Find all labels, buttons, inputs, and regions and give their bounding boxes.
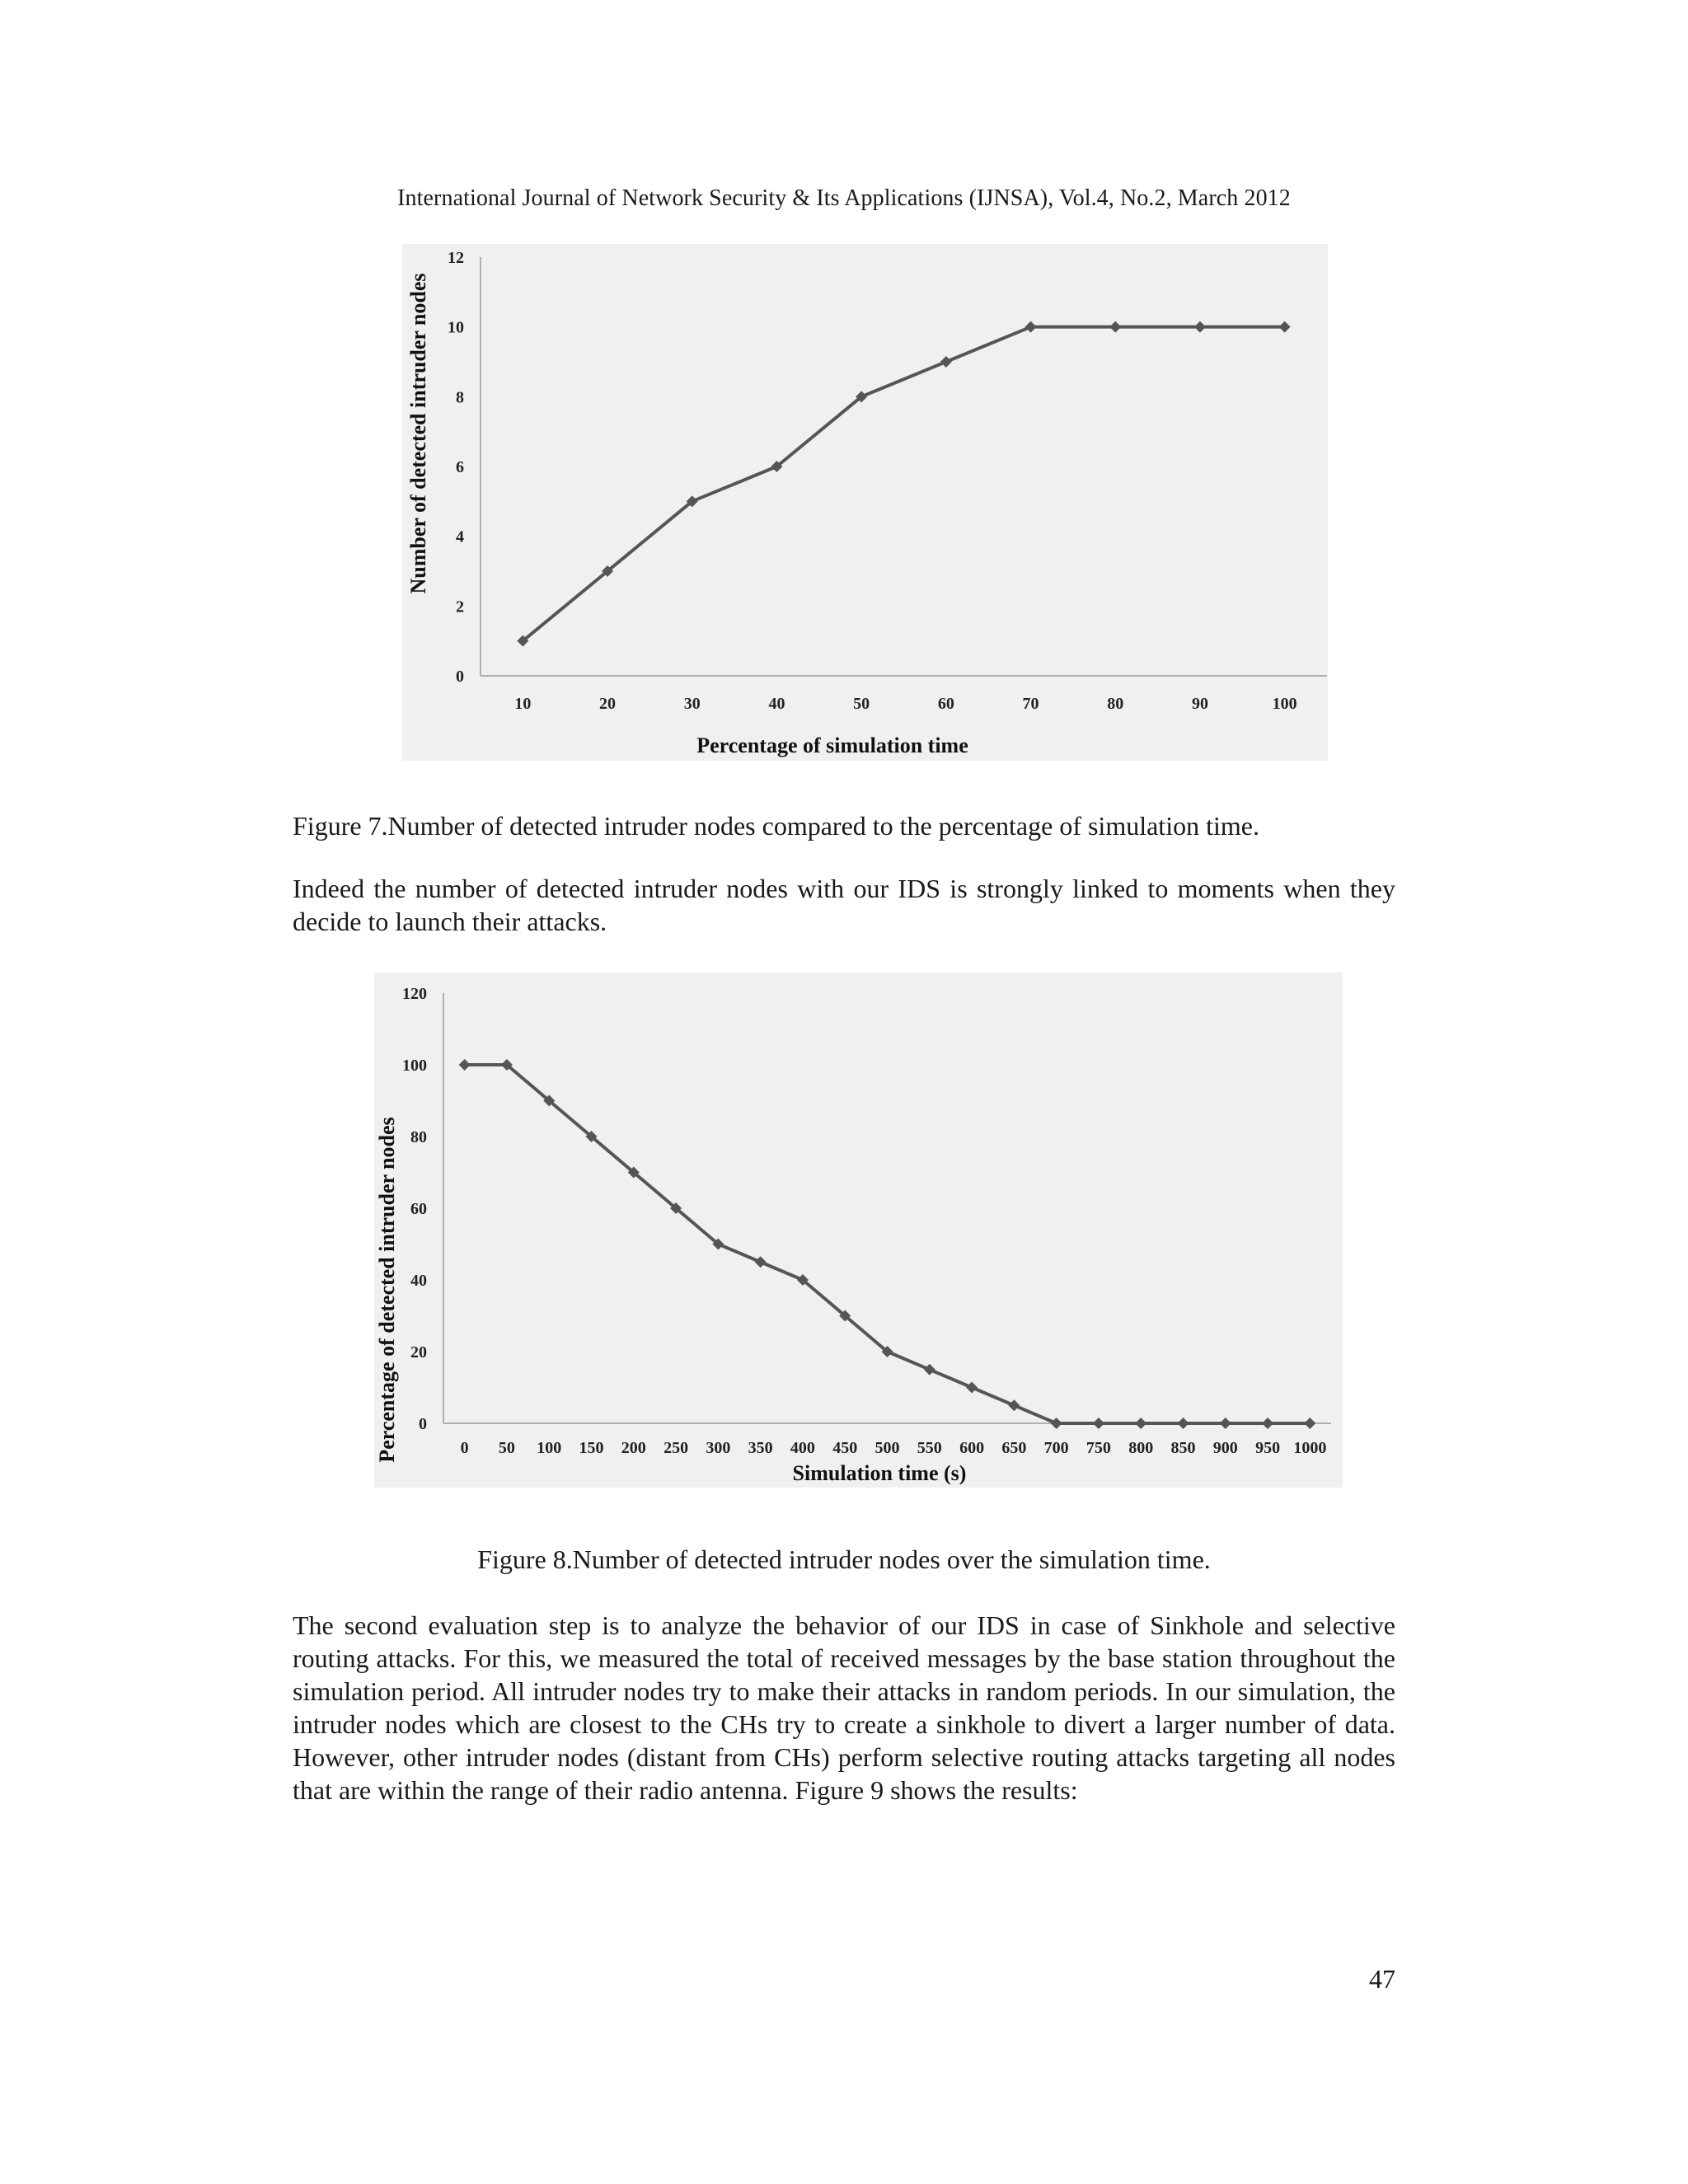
- fig7-y-tick-label: 0: [456, 668, 464, 686]
- fig8-data-point: [1304, 1418, 1315, 1429]
- fig8-data-point: [755, 1256, 767, 1268]
- page-number: 47: [1369, 1964, 1395, 1994]
- fig8-x-tick-label: 150: [579, 1439, 604, 1457]
- fig8-y-axis-title: Percentage of detected intruder nodes: [375, 1117, 399, 1463]
- figure-7-caption: Figure 7.Number of detected intruder nodes compared to the percentage of simulation time.: [293, 811, 1259, 841]
- fig8-x-axis-title: Simulation time (s): [792, 1461, 967, 1485]
- fig8-x-tick-label: 200: [621, 1439, 646, 1457]
- fig7-y-tick-label: 8: [456, 388, 464, 407]
- fig8-y-tick-label: 80: [410, 1128, 427, 1146]
- fig8-x-tick-label: 550: [917, 1439, 942, 1457]
- fig8-x-tick-label: 350: [748, 1439, 773, 1457]
- paragraph-1: Indeed the number of detected intruder nodes with our IDS is strongly linked to moments when they decide to launch their attacks.: [293, 874, 1395, 936]
- fig8-data-point: [924, 1364, 935, 1376]
- fig8-x-tick-label: 450: [832, 1439, 858, 1457]
- fig7-x-tick-label: 90: [1191, 695, 1208, 713]
- fig8-data-point: [459, 1059, 471, 1071]
- fig7-x-tick-label: 50: [853, 695, 870, 713]
- fig7-data-point: [940, 356, 952, 368]
- fig8-x-tick-label: 950: [1255, 1439, 1281, 1457]
- figure-8-chart: [374, 972, 1343, 1488]
- fig8-y-tick-label: 40: [410, 1272, 427, 1290]
- paragraph-2: The second evaluation step is to analyze the behavior of our IDS in case of Sinkhole and selective routing attacks. For this, we measured the total of received messages by the base station throughout the simulation period. All intruder nodes try to make their attacks in random periods. In our simulation, the intruder nodes which are closest to the CHs try to create a sinkhole to divert a larger number of data. However, other intruder nodes (distant from CHs) perform selective routing attacks targeting all nodes that are within the range of their radio antenna. Figure 9 shows the results:: [293, 1610, 1395, 1805]
- fig7-data-point: [1194, 321, 1206, 333]
- fig7-x-tick-label: 80: [1107, 695, 1124, 713]
- fig8-x-tick-label: 750: [1085, 1439, 1111, 1457]
- fig8-y-tick-label: 60: [410, 1200, 427, 1218]
- fig8-x-tick-label: 1000: [1293, 1439, 1327, 1457]
- fig7-x-axis-title: Percentage of simulation time: [696, 733, 968, 757]
- fig7-y-tick-label: 10: [448, 318, 464, 337]
- fig8-x-tick-label: 0: [460, 1439, 469, 1457]
- fig7-x-tick-label: 70: [1022, 695, 1039, 713]
- fig7-data-point: [1025, 321, 1037, 333]
- fig7-x-tick-label: 20: [599, 695, 617, 713]
- running-head: International Journal of Network Security & Its Applications (IJNSA), Vol.4, No.2, March 2012: [397, 185, 1291, 211]
- fig8-y-tick-label: 120: [402, 985, 427, 1003]
- fig7-y-axis-title: Number of detected intruder nodes: [406, 273, 430, 594]
- fig7-y-tick-label: 2: [456, 598, 464, 616]
- fig8-data-point: [1178, 1418, 1189, 1429]
- figure-8-caption: Figure 8.Number of detected intruder nodes over the simulation time.: [477, 1544, 1211, 1574]
- fig8-series-line: [465, 1065, 1311, 1423]
- fig8-x-tick-label: 600: [959, 1439, 985, 1457]
- fig7-x-tick-label: 100: [1272, 695, 1297, 713]
- fig8-y-tick-label: 20: [410, 1343, 427, 1361]
- fig8-data-point: [966, 1382, 978, 1394]
- fig8-data-point: [1051, 1418, 1062, 1429]
- fig7-series-line: [523, 327, 1284, 641]
- fig8-x-tick-label: 700: [1043, 1439, 1069, 1457]
- fig7-y-tick-label: 6: [456, 458, 464, 476]
- fig7-x-tick-label: 30: [683, 695, 701, 713]
- fig8-y-tick-label: 0: [419, 1415, 427, 1433]
- fig8-data-point: [1135, 1418, 1146, 1429]
- fig7-data-point: [1109, 321, 1121, 333]
- fig8-x-tick-label: 250: [663, 1439, 689, 1457]
- fig7-data-point: [1279, 321, 1291, 333]
- figure-7-svg: [402, 244, 1328, 761]
- fig8-x-tick-label: 500: [874, 1439, 900, 1457]
- fig7-x-tick-label: 40: [768, 695, 785, 713]
- fig8-data-point: [1220, 1418, 1231, 1429]
- fig8-data-point: [1262, 1418, 1273, 1429]
- fig8-x-tick-label: 850: [1170, 1439, 1196, 1457]
- fig7-x-tick-label: 60: [937, 695, 954, 713]
- fig8-data-point: [1093, 1418, 1104, 1429]
- fig8-x-tick-label: 300: [706, 1439, 731, 1457]
- figure-7-chart: [402, 244, 1328, 761]
- figure-8-svg: [374, 972, 1343, 1488]
- fig7-x-tick-label: 10: [514, 695, 532, 713]
- fig8-x-tick-label: 900: [1212, 1439, 1238, 1457]
- fig8-x-tick-label: 50: [498, 1439, 515, 1457]
- fig7-y-tick-label: 12: [448, 249, 464, 267]
- fig8-data-point: [1008, 1399, 1020, 1411]
- fig8-x-tick-label: 100: [537, 1439, 562, 1457]
- fig7-y-tick-label: 4: [456, 527, 464, 546]
- fig8-y-tick-label: 100: [402, 1057, 427, 1075]
- fig8-x-tick-label: 650: [1001, 1439, 1027, 1457]
- fig8-x-tick-label: 800: [1128, 1439, 1154, 1457]
- fig8-x-tick-label: 400: [790, 1439, 815, 1457]
